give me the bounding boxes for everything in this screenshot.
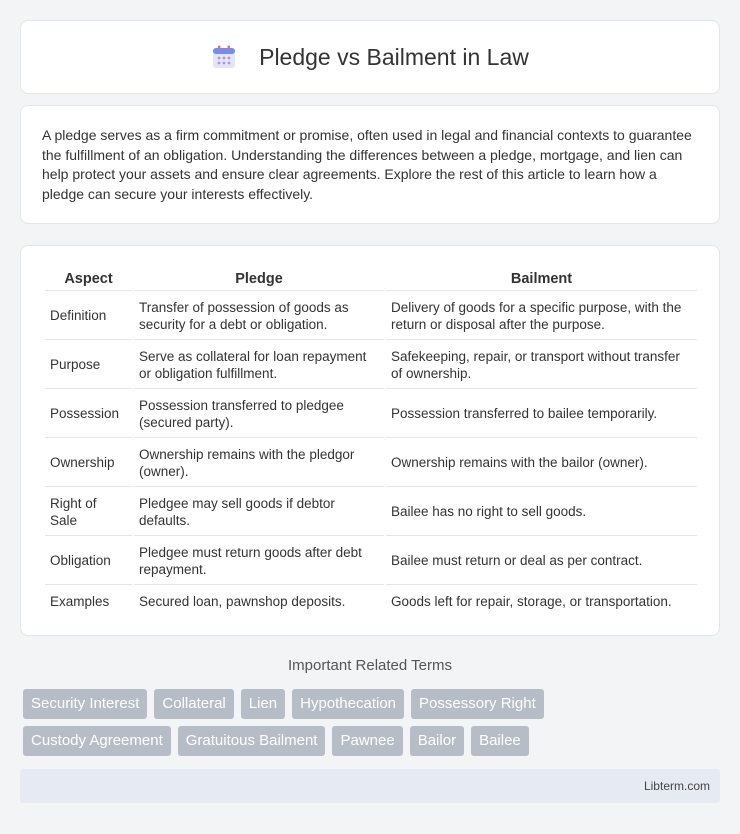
column-header: Bailment: [386, 267, 697, 291]
related-tag[interactable]: Collateral: [154, 689, 233, 719]
comparison-card: [20, 245, 720, 636]
table-row: [45, 489, 697, 536]
aspect-cell: Obligation: [45, 538, 132, 585]
bailment-cell: Safekeeping, repair, or transport without transfer of ownership.: [386, 342, 697, 389]
pledge-cell: Pledgee must return goods after debt repayment.: [134, 538, 384, 585]
table-row: [45, 440, 697, 487]
pledge-cell: Serve as collateral for loan repayment or obligation fulfillment.: [134, 342, 384, 389]
table-row: [45, 342, 697, 389]
pledge-cell: Secured loan, pawnshop deposits.: [139, 593, 346, 609]
bailment-cell: Bailee has no right to sell goods.: [386, 489, 697, 536]
calendar-icon: [211, 44, 237, 70]
aspect-cell: Examples: [50, 593, 110, 609]
footer: [20, 769, 720, 803]
table-row: [45, 293, 697, 340]
aspect-cell: Purpose: [45, 342, 132, 389]
page-title: Pledge vs Bailment in Law: [259, 43, 529, 70]
related-tags-row: [23, 726, 723, 756]
pledge-cell: Possession transferred to pledgee (secured party).: [134, 391, 384, 438]
aspect-cell: Possession: [45, 391, 132, 438]
aspect-cell: Definition: [45, 293, 132, 340]
related-tag[interactable]: Security Interest: [23, 689, 147, 719]
bailment-cell: Bailee must return or deal as per contract.: [386, 538, 697, 585]
bailment-cell: Possession transferred to bailee temporarily.: [386, 391, 697, 438]
related-tag[interactable]: Bailor: [410, 726, 464, 756]
pledge-cell: Pledgee may sell goods if debtor defaults.: [134, 489, 384, 536]
bailment-cell: Ownership remains with the bailor (owner).: [386, 440, 697, 487]
aspect-cell: Ownership: [45, 440, 132, 487]
table-row: [45, 538, 697, 585]
pledge-cell: Ownership remains with the pledgor (owner).: [134, 440, 384, 487]
intro-text: A pledge serves as a firm commitment or promise, often used in legal and financial contexts to guarantee the fulfillment of an obligation. Understanding the differences between a pledge, mortgage, and lien can help protect your assets and ensure clear agreements. Explore the rest of this article to learn how a pledge can secure your interests effectively.: [42, 127, 692, 202]
related-tag[interactable]: Pawnee: [332, 726, 402, 756]
pledge-cell: Transfer of possession of goods as security for a debt or obligation.: [134, 293, 384, 340]
table-row: [45, 587, 697, 616]
related-tag[interactable]: Possessory Right: [411, 689, 544, 719]
table-header-row: [45, 267, 697, 291]
table-row: [45, 391, 697, 438]
related-tag[interactable]: Hypothecation: [292, 689, 404, 719]
related-tags-row: [23, 689, 723, 719]
related-tag[interactable]: Gratuitous Bailment: [178, 726, 326, 756]
bailment-cell: Goods left for repair, storage, or transportation.: [391, 593, 672, 609]
related-tag[interactable]: Lien: [241, 689, 285, 719]
intro-card: [20, 105, 720, 224]
column-header: Pledge: [134, 267, 384, 291]
footer-site-link[interactable]: Libterm.com: [643, 779, 710, 793]
related-terms-title: Important Related Terms: [288, 657, 452, 674]
title-card: [20, 20, 720, 94]
column-header: Aspect: [45, 267, 132, 291]
related-tag[interactable]: Custody Agreement: [23, 726, 171, 756]
bailment-cell: Delivery of goods for a specific purpose, with the return or disposal after the purpose.: [386, 293, 697, 340]
aspect-cell: Right of Sale: [45, 489, 132, 536]
related-tag[interactable]: Bailee: [471, 726, 529, 756]
comparison-table: [43, 265, 699, 618]
